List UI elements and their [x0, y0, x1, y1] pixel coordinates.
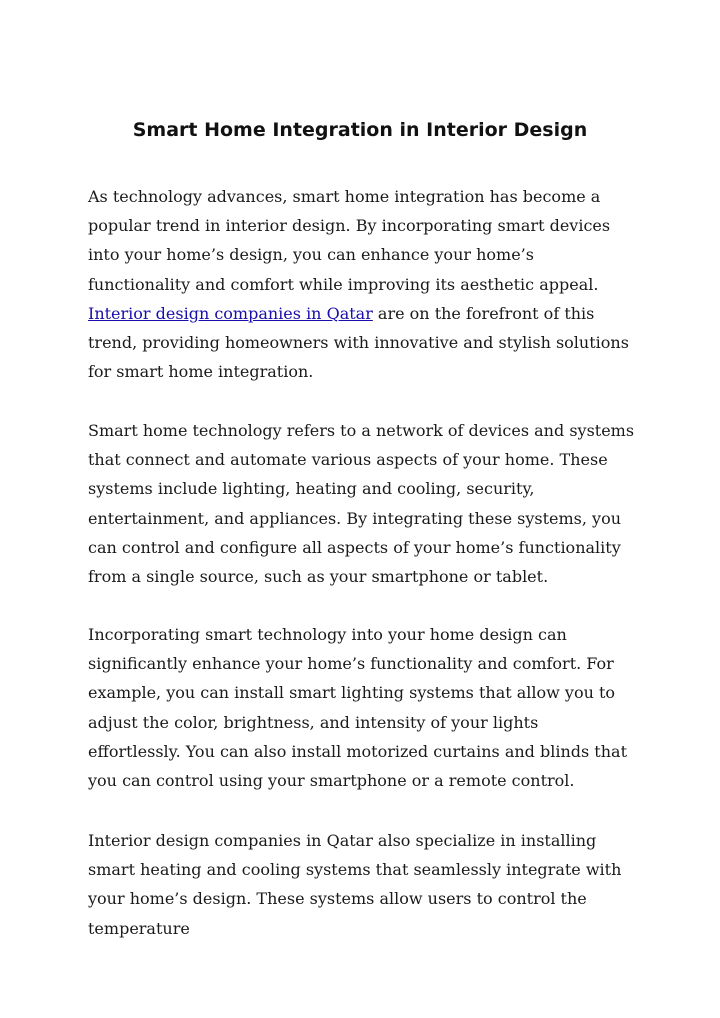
paragraph-intro-after: are on the forefront of this trend, providing homeowners with innovative and stylish solutions for smart home integration.	[88, 303, 629, 382]
page-title: Smart Home Integration in Interior Design	[132, 119, 588, 141]
paragraph-intro-before: As technology advances, smart home integration has become a popular trend in interior design. By incorporating smart devices into your home’s design, you can enhance your home’s functionality and comfort while improving its aesthetic appeal.	[88, 187, 611, 294]
paragraph-intro	[88, 182, 636, 386]
interior-design-qatar-link[interactable]: Interior design companies in Qatar	[88, 303, 373, 323]
paragraph-incorporating-technology: Incorporating smart technology into your home design can significantly enhance your home’s functionality and comfort. For example, you can install smart lighting systems that allow you to adjust the color, brightness, and intensity of your lights effortlessly. You can also install motorized curtains and blinds that you can control using your smartphone or a remote control.	[88, 625, 628, 791]
paragraph-smart-home-technology: Smart home technology refers to a network of devices and systems that connect and automate various aspects of your home. These systems include lighting, heating and cooling, security, entertainment, and appliances. By integrating these systems, you can control and configure all aspects of your home’s functionality from a single source, such as your smartphone or tablet.	[88, 421, 635, 587]
paragraph-heating-cooling: Interior design companies in Qatar also specialize in installing smart heating and cooling systems that seamlessly integrate with your home’s design. These systems allow users to control the temperature	[88, 831, 622, 938]
